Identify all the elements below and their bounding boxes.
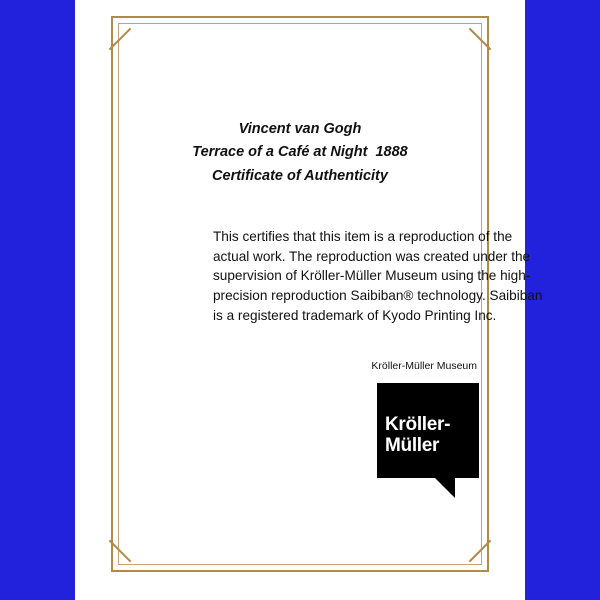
certificate-body-text: This certifies that this item is a reproduction of the actual work. The reproduction was created under the supervision of Kröller-Müller Museum using the high-precision reproduction Saibiban® technology. Saibiban is a registered trademark of Kyodo Printing Inc. (213, 229, 543, 323)
artwork-title: Terrace of a Café at Night 1888 (192, 144, 408, 161)
logo-text (385, 415, 479, 456)
certificate-subtitle: Certificate of Authenticity (212, 167, 388, 184)
logo-line-1: Kröller- (385, 414, 451, 435)
museum-name-label: Kröller-Müller Museum (371, 360, 477, 372)
artist-name: Vincent van Gogh (238, 121, 362, 137)
kroller-muller-logo (377, 383, 479, 498)
certificate-page (75, 0, 543, 600)
logo-line-2: Müller (385, 434, 440, 456)
certificate-title-block (75, 118, 525, 188)
